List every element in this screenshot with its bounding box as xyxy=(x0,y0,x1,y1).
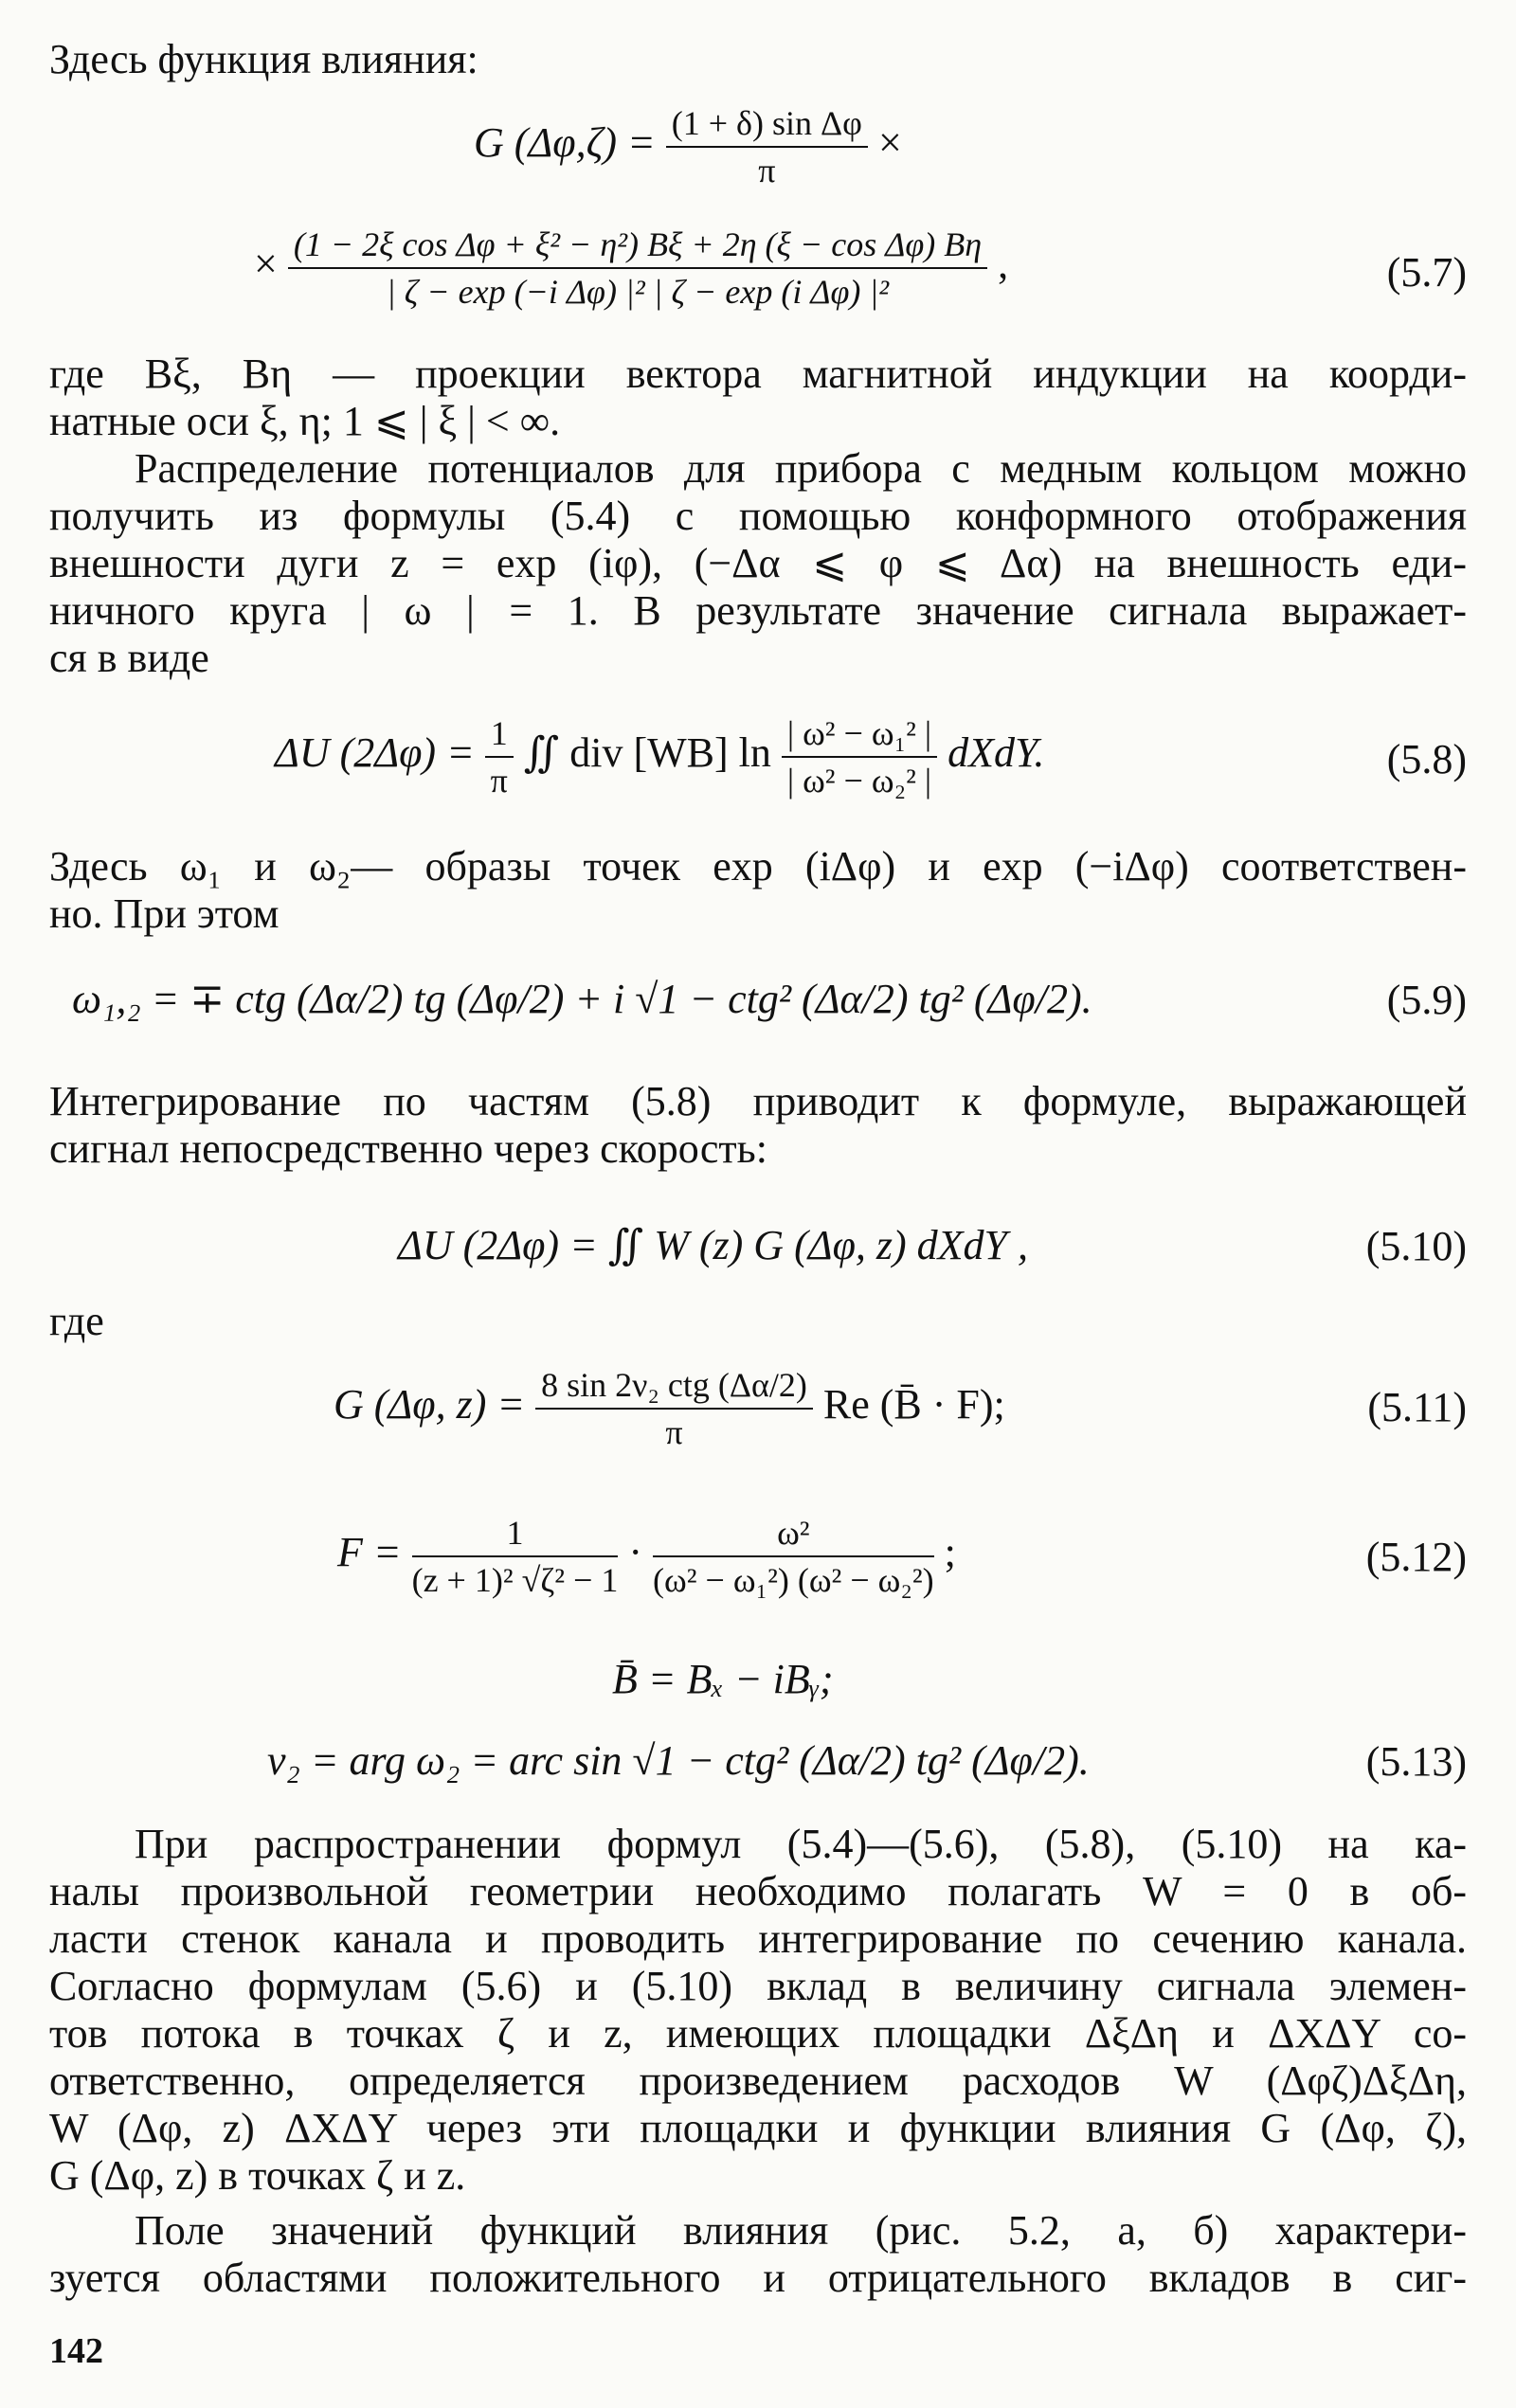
equation-number: (5.11) xyxy=(1367,1384,1467,1430)
equation-5-9: ω₁,₂ = ∓ ctg (Δα/2) tg (Δφ/2) + i √1 − ctg² (Δα/2) tg² (Δφ/2). xyxy=(72,976,1092,1022)
paragraph-arbitrary-geometry: При распространении формул (5.4)—(5.6), (5.8), (5.10) на ка- налы произвольной геометрии необходимо полагать W = 0 в об- ласти стенок канала и проводить интегрирование по сечению канала. Согласно формулам (5.6) и (5.10) вклад в величину сигнала элемен- тов потока в точках ζ и z, имеющих площадки ΔξΔη и ΔXΔY со- ответственно, определяется произведением расходов W (Δφζ)ΔξΔη, W (Δφ, z) ΔXΔY через эти площадки и функции влияния G (Δφ, ζ), G (Δφ, z) в точках ζ и z. xyxy=(49,1821,1467,2199)
fraction: $\frac{\text{ω²}}{\text{(ω² − ω₁²) (ω² − ω₂²)}}$ xyxy=(653,1514,934,1599)
equation-5-10: ΔU (2Δφ) = ∬ W (z) G (Δφ, z) dXdY , xyxy=(398,1222,1029,1268)
equation-5-12: F = $\frac{1}{\text{(z + 1)² √ζ² − 1}}$ · $\frac{\text{ω²}}{\text{(ω² − ω₁²) (ω² − ω₂²)}}$ ; xyxy=(337,1514,956,1599)
paragraph-influence-field: Поле значений функций влияния (рис. 5.2, а, б) характери- зуется областями положительного и отрицательного вкладов в сиг- xyxy=(49,2207,1467,2301)
equation-b-bar: B̄ = Bₓ − iBᵧ; xyxy=(612,1656,834,1702)
equation-number: (5.10) xyxy=(1365,1223,1467,1269)
page-number: 142 xyxy=(49,2331,103,2371)
fraction: $\frac{\text{(1 − 2ξ cos Δφ + ξ² − η²) Bξ + 2η (ξ − cos Δφ) Bη}}{\text{| ζ − exp (−i Δφ) |² | ζ − exp (i Δφ) |²}}$ xyxy=(288,224,987,313)
equation-number: (5.8) xyxy=(1386,736,1467,782)
where-label: где xyxy=(49,1298,104,1344)
fraction: $\frac{\text{(1 + δ) sin Δφ}}{\pi}$ xyxy=(666,102,868,191)
equation-5-11: G (Δφ, z) = $\frac{\text{8 sin 2ν₂ ctg (Δα/2)}}{\pi}$ Re (B̄ · F); xyxy=(334,1366,1005,1451)
paragraph-projections: где Bξ, Bη — проекции вектора магнитной индукции на коорди- натные оси ξ, η; 1 ⩽ | ξ | < ∞. xyxy=(49,350,1467,444)
fraction: $\frac{1}{\pi}$ xyxy=(485,712,514,801)
equation-number: (5.13) xyxy=(1365,1738,1467,1785)
paragraph-integration: Интегрирование по частям (5.8) приводит к формуле, выражающей сигнал непосредственно через скорость: xyxy=(49,1078,1467,1172)
fraction: $\frac{1}{\text{(z + 1)² √ζ² − 1}}$ xyxy=(411,1514,619,1599)
paragraph-potential-distribution: Распределение потенциалов для прибора с медным кольцом можно получить из формулы (5.4) с помощью конформного отображения внешности дуги z = exp (iφ), (−Δα ⩽ φ ⩽ Δα) на внешность еди- ничного круга | ω | = 1. В результате значение сигнала выражает- ся в виде xyxy=(49,445,1467,681)
paragraph-omega-images: Здесь ω₁ и ω₂— образы точек exp (iΔφ) и exp (−iΔφ) соответствен- но. При этом xyxy=(49,843,1467,937)
equation-number: (5.7) xyxy=(1386,249,1467,296)
fraction: $\frac{\text{8 sin 2ν₂ ctg (Δα/2)}}{\pi}$ xyxy=(535,1364,813,1453)
equation-5-8: ΔU (2Δφ) = $\frac{1}{\pi}$ ∬ div [WB] ln $\frac{\text{| ω² − ω₁² |}}{\text{| ω² − ω₂² |}}$ dXdY. xyxy=(275,714,1045,800)
fraction: $\frac{\text{| ω² − ω₁² |}}{\text{| ω² − ω₂² |}}$ xyxy=(782,712,937,801)
equation-5-7-line-1: G (Δφ,ζ) = $\frac{\text{(1 + δ) sin Δφ}}{\pi}$ × xyxy=(474,104,902,189)
equation-5-7-line-2: × $\frac{\text{(1 − 2ξ cos Δφ + ξ² − η²) Bξ + 2η (ξ − cos Δφ) Bη}}{\text{| ζ − exp (−i Δφ) |² | ζ − exp (i Δφ) |²}}$ , xyxy=(254,225,1009,311)
equation-number: (5.12) xyxy=(1365,1534,1467,1580)
intro-text: Здесь функция влияния: xyxy=(49,36,478,82)
equation-number: (5.9) xyxy=(1386,977,1467,1023)
equation-5-13: ν₂ = arg ω₂ = arc sin √1 − ctg² (Δα/2) tg² (Δφ/2). xyxy=(267,1737,1090,1784)
